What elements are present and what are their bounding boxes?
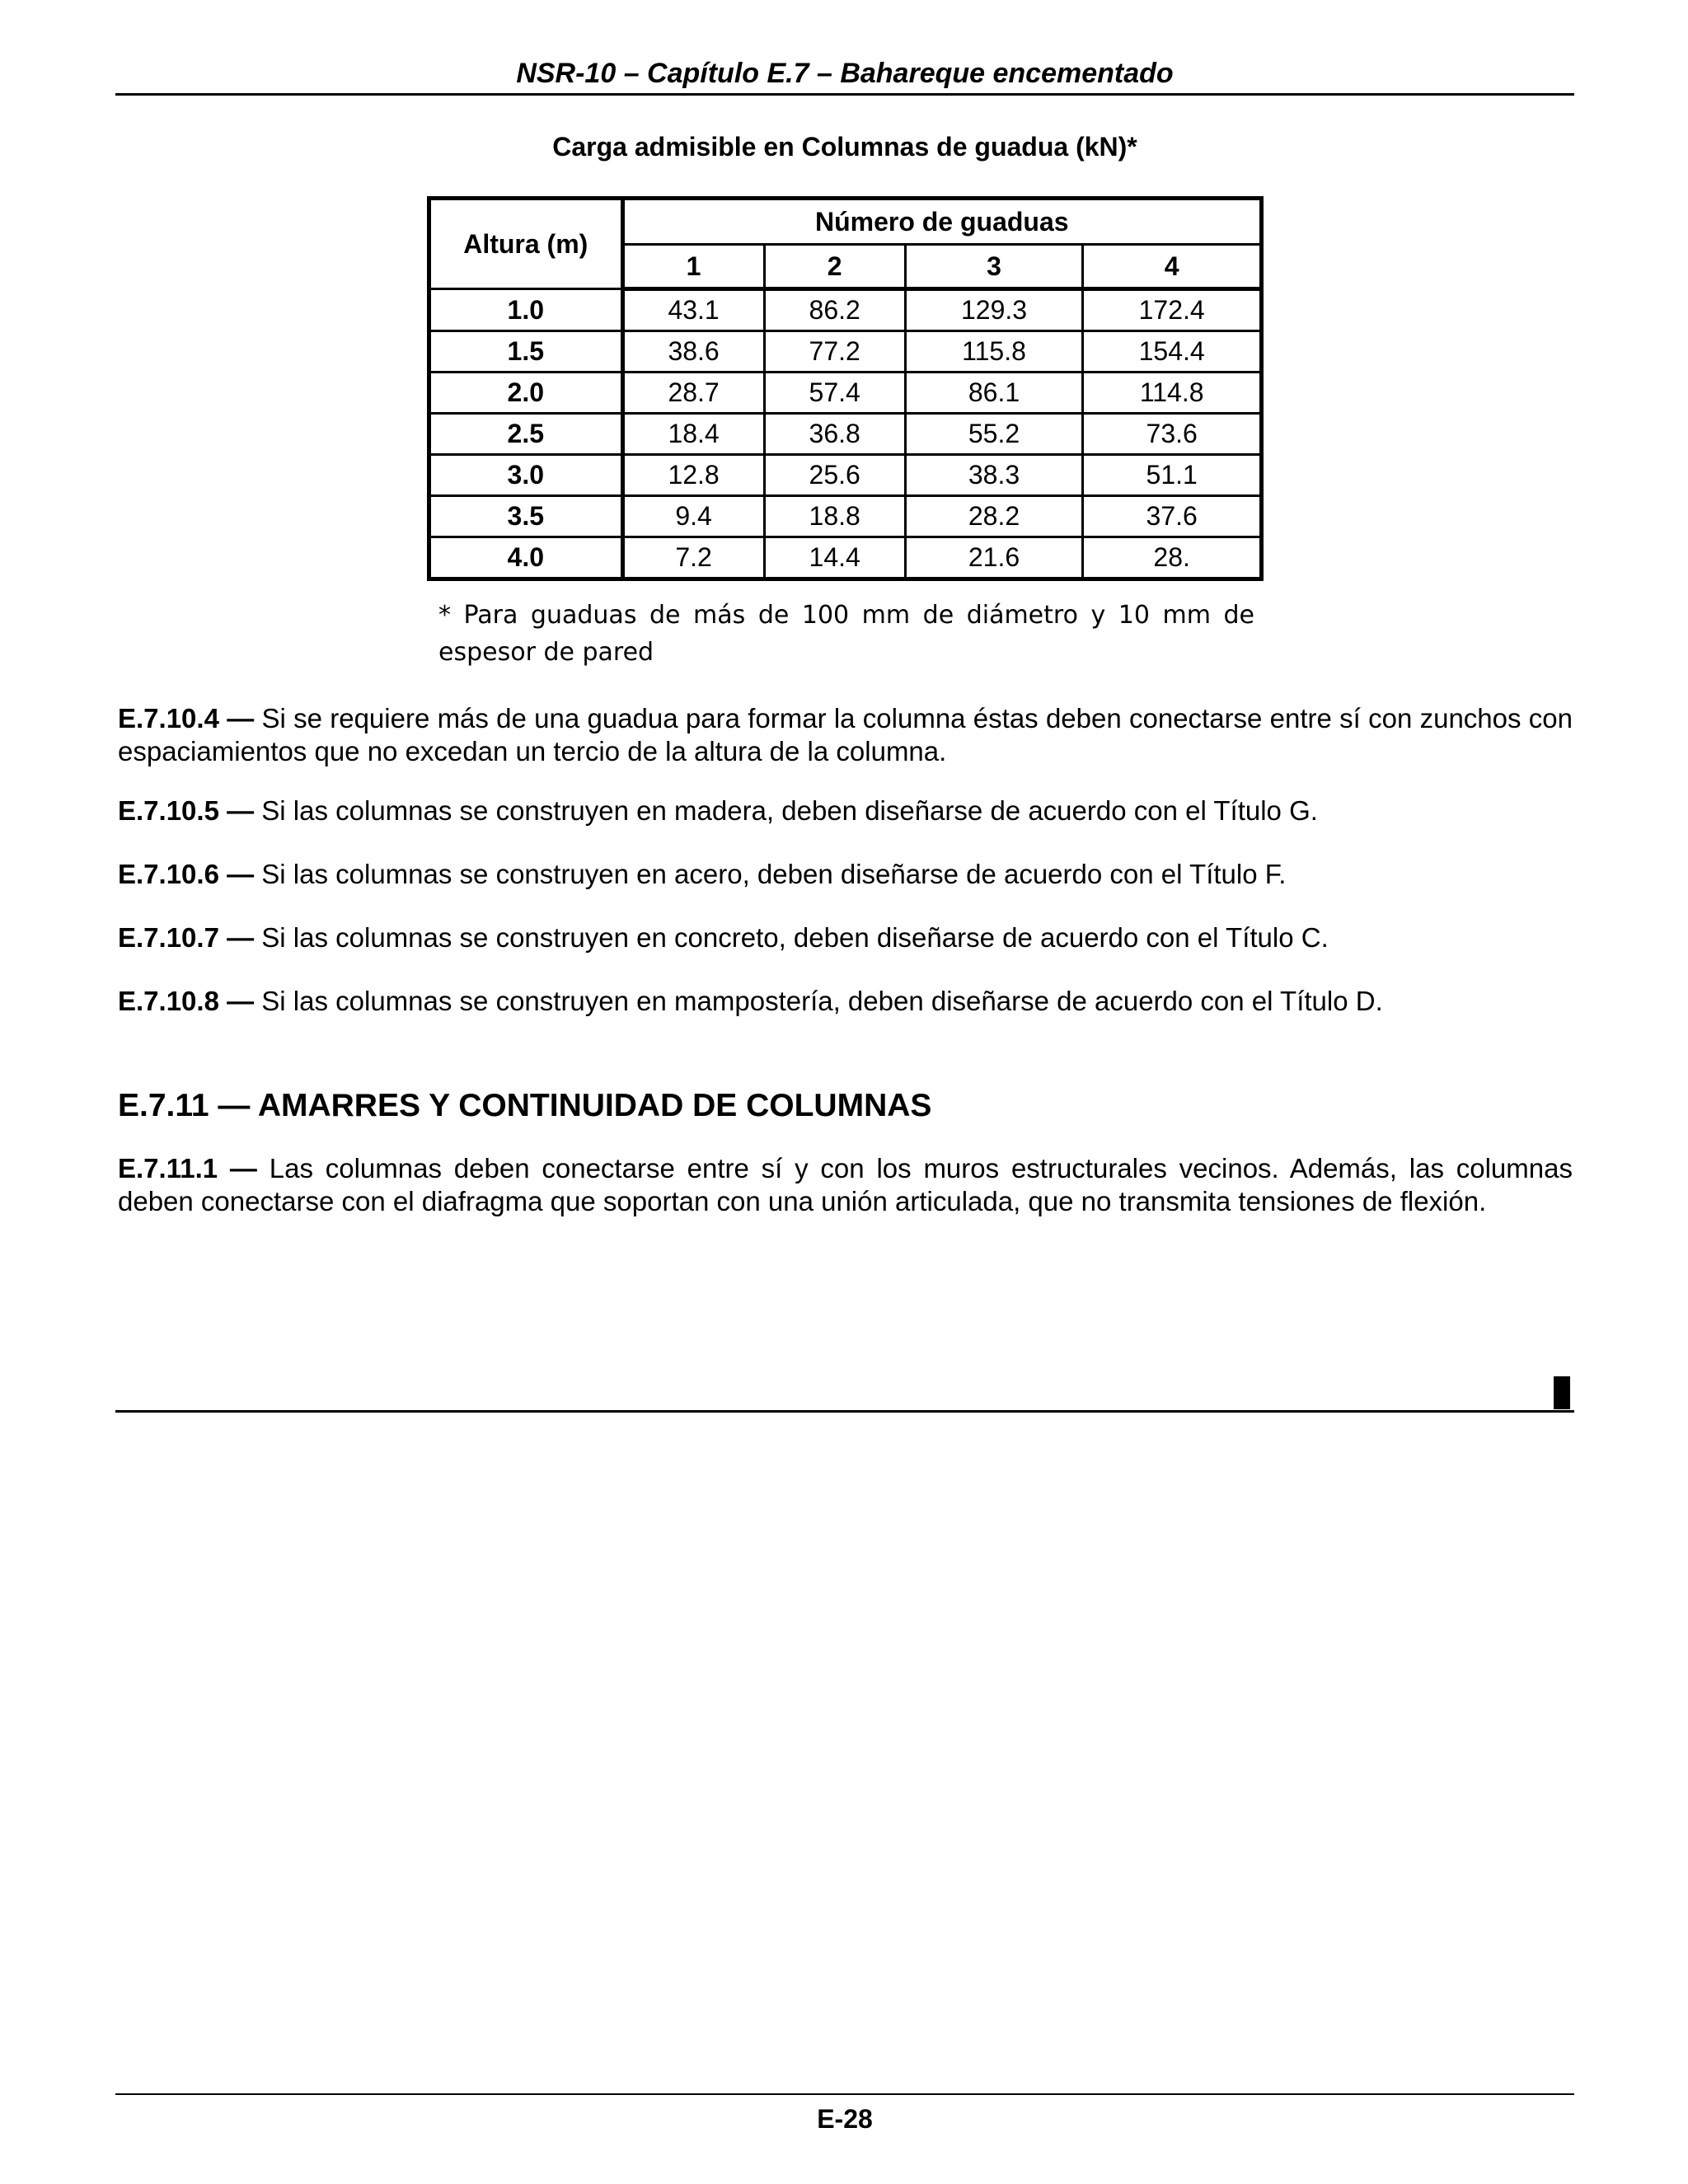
clause-ref: E.7.11.1 —	[118, 1153, 257, 1183]
section-end-rule	[115, 1410, 1574, 1413]
table-cell: 21.6	[905, 537, 1083, 579]
table-footnote: * Para guaduas de más de 100 mm de diámetro y 10 mm de espesor de pared	[438, 601, 1254, 667]
table-cell: 38.3	[905, 455, 1083, 496]
row-header: 2.0	[429, 373, 623, 414]
table-cell: 114.8	[1083, 373, 1262, 414]
table-cell: 154.4	[1083, 331, 1262, 373]
table-cell: 86.1	[905, 373, 1083, 414]
paragraph-e7107	[118, 921, 1573, 954]
table-cell: 12.8	[622, 455, 764, 496]
table-cell: 36.8	[764, 414, 905, 455]
table-cell: 28.7	[622, 373, 764, 414]
header-rule	[115, 93, 1574, 96]
row-header: 3.5	[429, 496, 623, 537]
row-header: 2.5	[429, 414, 623, 455]
column-header: 3	[905, 245, 1083, 289]
clause-ref: E.7.10.4 —	[118, 703, 255, 733]
table-cell: 172.4	[1083, 289, 1262, 331]
row-header: 3.0	[429, 455, 623, 496]
table-cell: 86.2	[764, 289, 905, 331]
table-header-row	[429, 199, 1262, 245]
paragraph-e7105	[118, 794, 1573, 827]
table-cell: 73.6	[1083, 414, 1262, 455]
table-cell: 18.4	[622, 414, 764, 455]
table-cell: 25.6	[764, 455, 905, 496]
numero-guaduas-header: Número de guaduas	[622, 199, 1261, 245]
load-table	[427, 196, 1264, 581]
table-cell: 18.8	[764, 496, 905, 537]
row-header: 4.0	[429, 537, 623, 579]
clause-ref: E.7.10.8 —	[118, 986, 255, 1016]
table-row	[429, 414, 1262, 455]
table-row	[429, 496, 1262, 537]
table-cell: 37.6	[1083, 496, 1262, 537]
table-cell: 14.4	[764, 537, 905, 579]
clause-text: Si las columnas se construyen en madera, deben diseñarse de acuerdo con el Título G.	[254, 795, 1318, 826]
clause-text: Si las columnas se construyen en acero, deben diseñarse de acuerdo con el Título F.	[254, 859, 1287, 889]
table-cell: 7.2	[622, 537, 764, 579]
table-row	[429, 373, 1262, 414]
table-row	[429, 537, 1262, 579]
page-number: E-28	[817, 2104, 873, 2134]
paragraph-e7108	[118, 985, 1573, 1018]
running-header: NSR-10 – Capítulo E.7 – Bahareque encementado	[516, 58, 1174, 89]
table-cell: 28.2	[905, 496, 1083, 537]
table-cell: 77.2	[764, 331, 905, 373]
altura-header: Altura (m)	[429, 199, 623, 289]
clause-text: Las columnas deben conectarse entre sí y con los muros estructurales vecinos. Además, las columnas deben conectarse con el diafragma que soportan con una unión articulada, que no transmita tensiones de flexión.	[118, 1153, 1573, 1216]
table-row	[429, 331, 1262, 373]
table-cell: 38.6	[622, 331, 764, 373]
table-title: Carga admisible en Columnas de guadua (kN)*	[552, 132, 1137, 162]
table-cell: 9.4	[622, 496, 764, 537]
clause-text: Si se requiere más de una guadua para formar la columna éstas deben conectarse entre sí con zunchos con espaciamientos que no excedan un tercio de la altura de la columna.	[118, 703, 1573, 766]
column-header: 1	[622, 245, 764, 289]
clause-ref: E.7.10.5 —	[118, 795, 255, 826]
row-header: 1.5	[429, 331, 623, 373]
clause-text: Si las columnas se construyen en concreto, deben diseñarse de acuerdo con el Título C.	[254, 922, 1329, 953]
clause-text: Si las columnas se construyen en mampostería, deben diseñarse de acuerdo con el Título D.	[254, 986, 1383, 1016]
table-cell: 115.8	[905, 331, 1083, 373]
table-cell: 129.3	[905, 289, 1083, 331]
table-cell: 51.1	[1083, 455, 1262, 496]
end-of-section-mark	[1554, 1376, 1570, 1409]
table-cell: 57.4	[764, 373, 905, 414]
column-header: 4	[1083, 245, 1262, 289]
section-heading: E.7.11 — AMARRES Y CONTINUIDAD DE COLUMNAS	[118, 1088, 932, 1123]
table-cell: 43.1	[622, 289, 764, 331]
footer-rule	[115, 2093, 1574, 2095]
clause-ref: E.7.10.7 —	[118, 922, 255, 953]
paragraph-e71111	[118, 1152, 1573, 1218]
table-cell: 55.2	[905, 414, 1083, 455]
column-header: 2	[764, 245, 905, 289]
table-cell: 28.	[1083, 537, 1262, 579]
table-row	[429, 289, 1262, 331]
table-row	[429, 455, 1262, 496]
paragraph-e7104	[118, 702, 1573, 768]
clause-ref: E.7.10.6 —	[118, 859, 255, 889]
paragraph-e7106	[118, 858, 1573, 891]
row-header: 1.0	[429, 289, 623, 331]
